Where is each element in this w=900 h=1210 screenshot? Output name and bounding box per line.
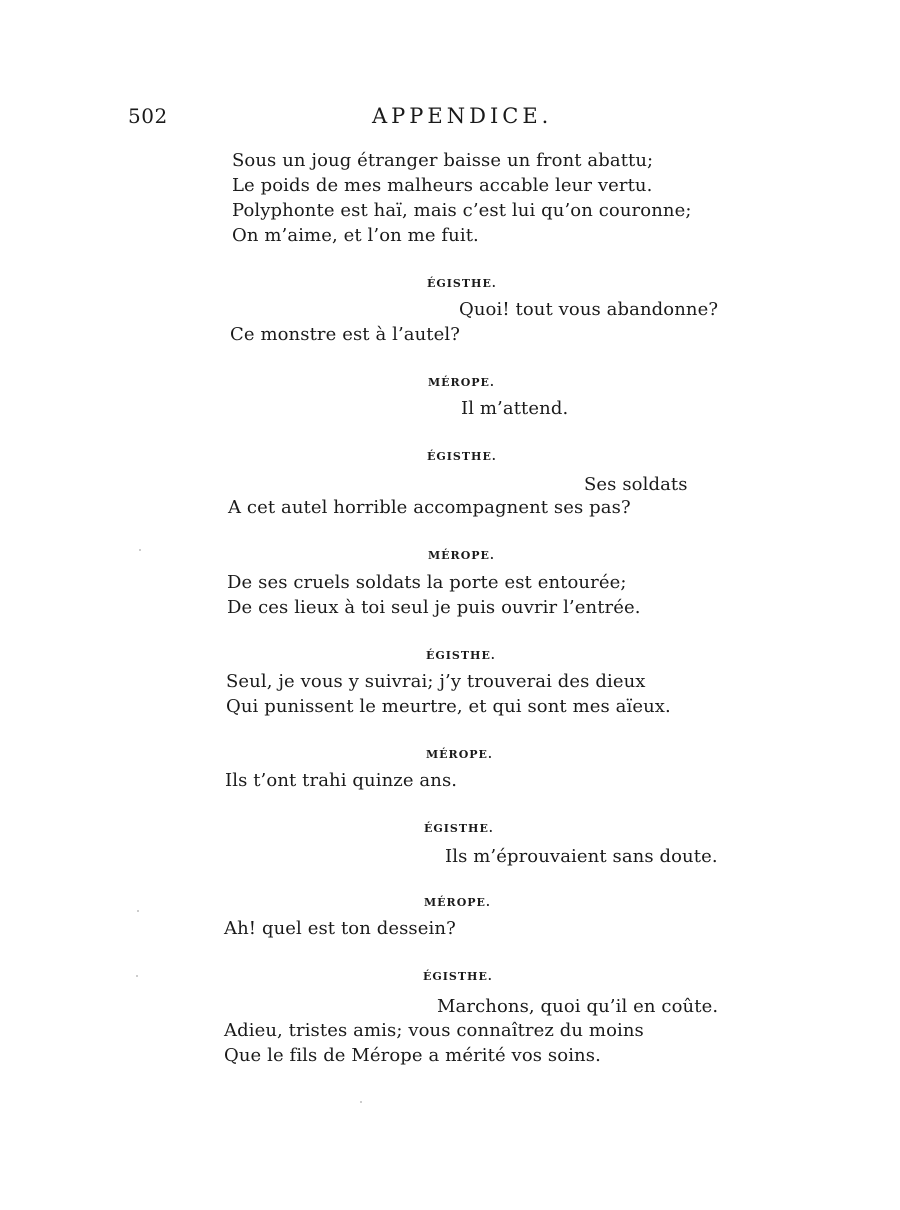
verse-line: Le poids de mes malheurs accable leur vertu. bbox=[232, 175, 653, 196]
verse-line: Ce monstre est à l’autel? bbox=[230, 324, 460, 345]
speaker-name: MÉROPE. bbox=[424, 896, 491, 909]
verse-line: De ces lieux à toi seul je puis ouvrir l’entrée. bbox=[227, 597, 641, 618]
verse-line: Qui punissent le meurtre, et qui sont mes aïeux. bbox=[226, 696, 671, 717]
speaker-name: ÉGISTHE. bbox=[427, 277, 497, 290]
verse-line: Que le fils de Mérope a mérité vos soins. bbox=[224, 1045, 601, 1066]
page-number: 502 bbox=[128, 104, 168, 128]
paper-speck bbox=[137, 910, 139, 912]
verse-line: Ah! quel est ton dessein? bbox=[224, 918, 456, 939]
paper-speck bbox=[360, 1101, 362, 1103]
verse-line: Ils m’éprouvaient sans doute. bbox=[445, 846, 718, 867]
verse-line: Ses soldats bbox=[584, 474, 688, 495]
speaker-name: ÉGISTHE. bbox=[423, 970, 493, 983]
running-head: APPENDICE. bbox=[372, 104, 553, 128]
speaker-name: MÉROPE. bbox=[428, 549, 495, 562]
speaker-name: MÉROPE. bbox=[426, 748, 493, 761]
verse-line: Sous un joug étranger baisse un front abattu; bbox=[232, 150, 654, 171]
verse-line: Seul, je vous y suivrai; j’y trouverai des dieux bbox=[226, 671, 646, 692]
speaker-name: ÉGISTHE. bbox=[424, 822, 494, 835]
verse-line: Quoi! tout vous abandonne? bbox=[459, 299, 719, 320]
verse-line: Polyphonte est haï, mais c’est lui qu’on couronne; bbox=[232, 200, 692, 221]
verse-line: Marchons, quoi qu’il en coûte. bbox=[437, 996, 719, 1017]
speaker-name: ÉGISTHE. bbox=[427, 450, 497, 463]
speaker-name: ÉGISTHE. bbox=[426, 649, 496, 662]
paper-speck bbox=[136, 975, 138, 977]
verse-line: De ses cruels soldats la porte est entourée; bbox=[227, 572, 627, 593]
paper-speck bbox=[139, 549, 141, 551]
verse-line: Il m’attend. bbox=[461, 398, 569, 419]
verse-line: Adieu, tristes amis; vous connaîtrez du moins bbox=[224, 1020, 644, 1041]
verse-line: A cet autel horrible accompagnent ses pas? bbox=[228, 497, 631, 518]
speaker-name: MÉROPE. bbox=[428, 376, 495, 389]
verse-line: Ils t’ont trahi quinze ans. bbox=[225, 770, 458, 791]
verse-line: On m’aime, et l’on me fuit. bbox=[232, 225, 479, 246]
